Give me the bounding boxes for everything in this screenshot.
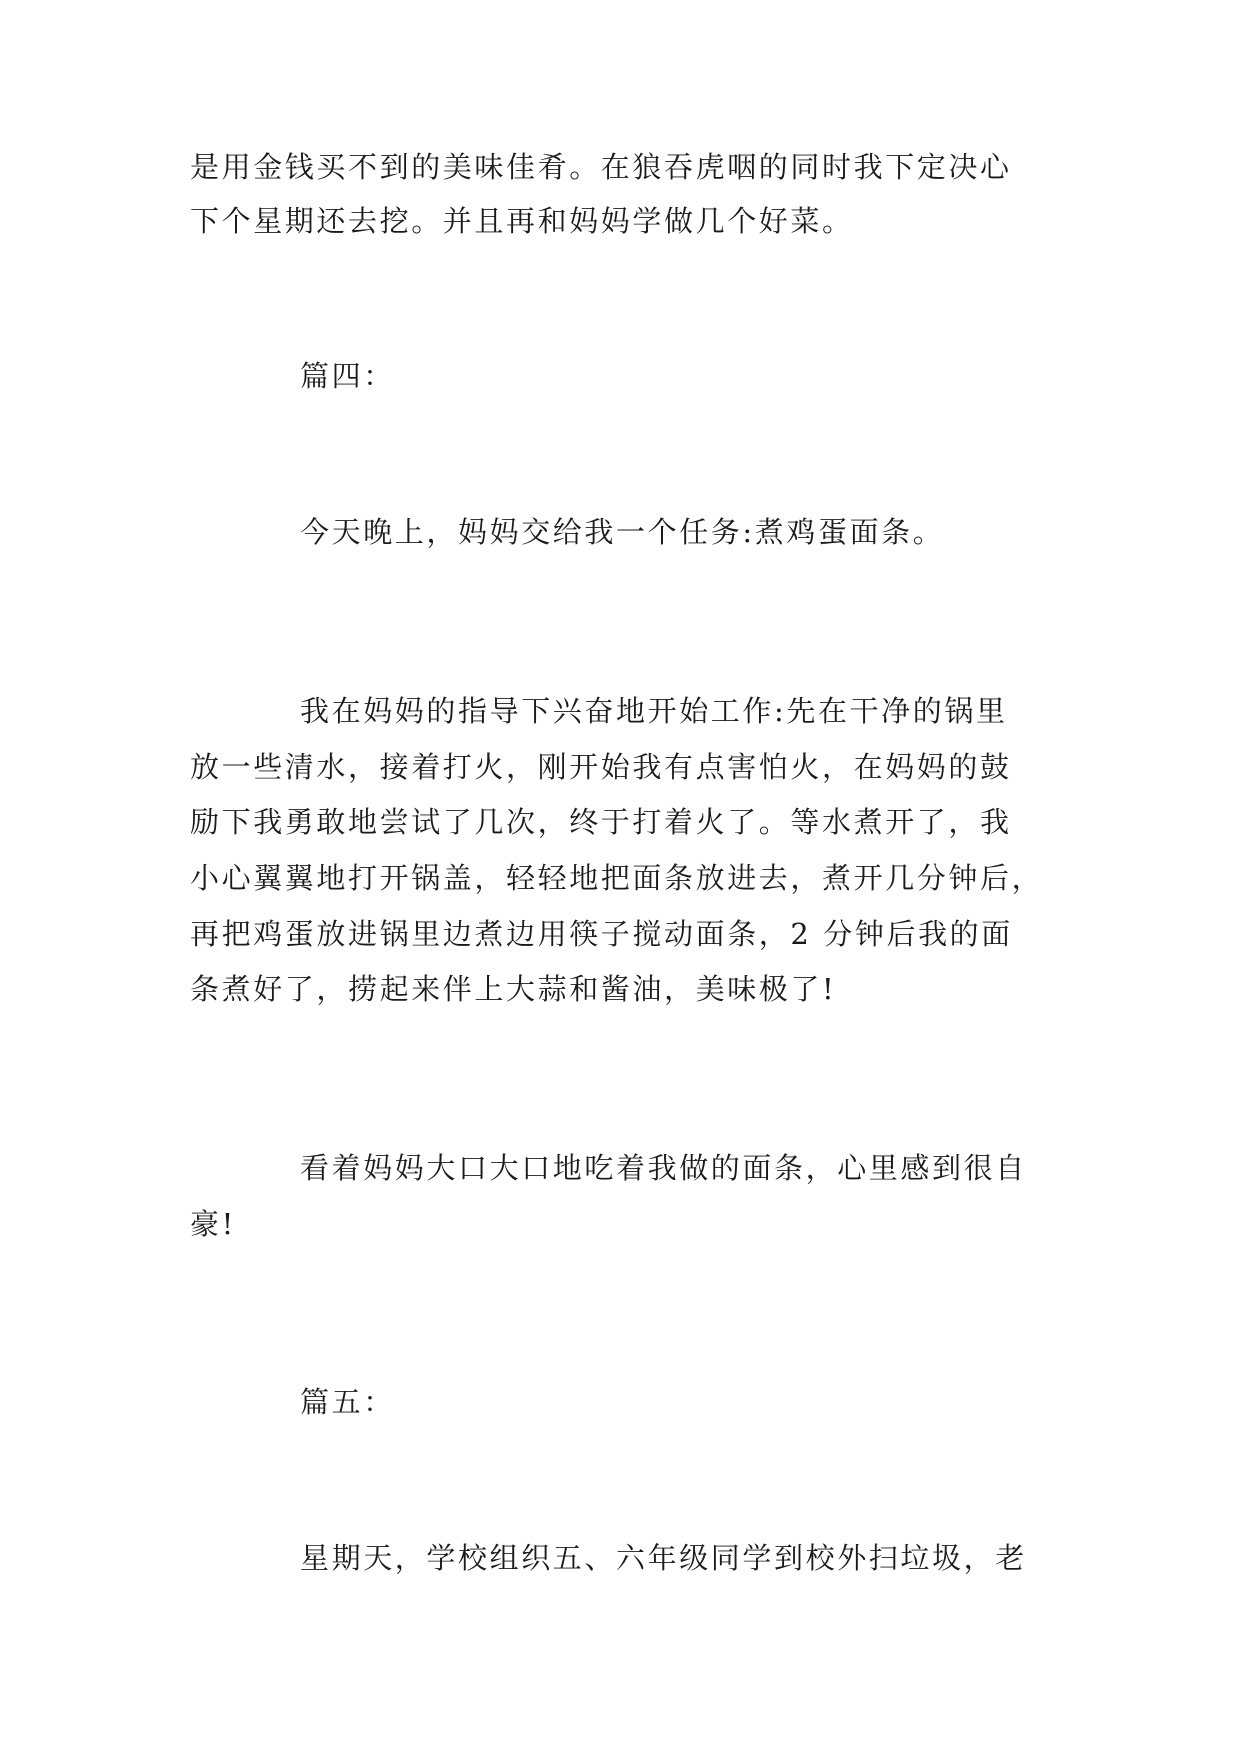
paragraph-line: 下个星期还去挖。并且再和妈妈学做几个好菜。 bbox=[190, 204, 854, 238]
paragraph-line: 条煮好了，捞起来伴上大蒜和酱油，美味极了! bbox=[190, 972, 837, 1006]
paragraph-line: 看着妈妈大口大口地吃着我做的面条，心里感到很自 bbox=[300, 1151, 1027, 1185]
section-heading: 篇五： bbox=[300, 1385, 395, 1419]
paragraph-line: 豪! bbox=[190, 1207, 236, 1241]
paragraph-line: 星期天，学校组织五、六年级同学到校外扫垃圾，老 bbox=[300, 1541, 1027, 1575]
paragraph-line: 是用金钱买不到的美味佳肴。在狼吞虎咽的同时我下定决心 bbox=[190, 150, 1012, 184]
paragraph-line: 放一些清水，接着打火，刚开始我有点害怕火，在妈妈的鼓 bbox=[190, 750, 1012, 784]
paragraph-line: 励下我勇敢地尝试了几次，终于打着火了。等水煮开了，我 bbox=[190, 805, 1012, 839]
section-heading: 篇四： bbox=[300, 359, 395, 393]
paragraph-line: 小心翼翼地打开锅盖，轻轻地把面条放进去，煮开几分钟后， bbox=[190, 861, 1044, 895]
paragraph-line: 我在妈妈的指导下兴奋地开始工作:先在干净的锅里 bbox=[300, 694, 1008, 728]
paragraph-line: 今天晚上，妈妈交给我一个任务:煮鸡蛋面条。 bbox=[300, 515, 945, 549]
paragraph-line: 再把鸡蛋放进锅里边煮边用筷子搅动面条，2 分钟后我的面 bbox=[190, 917, 1013, 951]
